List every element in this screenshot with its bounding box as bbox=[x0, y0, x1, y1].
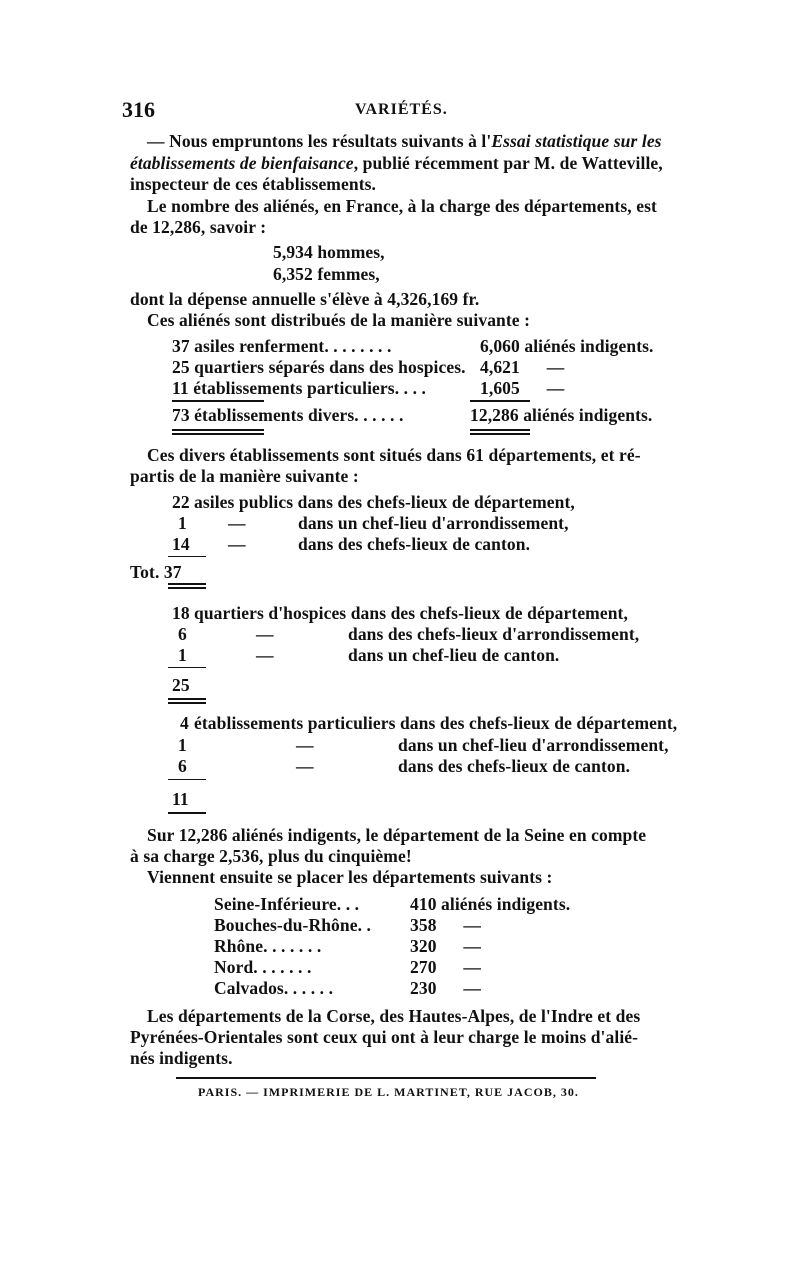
distribution-rule-right-3 bbox=[470, 433, 530, 435]
distribution-total-value: 12,286 aliénés indigents. bbox=[470, 405, 653, 425]
quartiers-text: dans un chef-lieu de canton. bbox=[348, 645, 560, 665]
particuliers-count: 1 bbox=[178, 735, 187, 755]
distribution-row-label: 11 établissements particuliers. . . . bbox=[172, 378, 427, 398]
particuliers-total-rule bbox=[168, 812, 206, 814]
department-value: 270 — bbox=[410, 957, 481, 977]
quartiers-count: 18 bbox=[172, 603, 190, 623]
ditto-dash: — bbox=[296, 756, 314, 776]
intro-line-3: inspecteur de ces établissements. bbox=[130, 174, 377, 194]
women-count: 6,352 femmes, bbox=[273, 264, 380, 284]
intro-line-1 bbox=[147, 131, 662, 151]
ditto-dash: — bbox=[296, 735, 314, 755]
asiles-rule bbox=[168, 556, 206, 557]
men-count: 5,934 hommes, bbox=[273, 242, 385, 262]
distribution-rule-right-2 bbox=[470, 429, 530, 431]
particuliers-count: 4 bbox=[180, 713, 189, 733]
intro-line-2-text: , publié récemment par M. de Watteville, bbox=[353, 153, 663, 173]
particuliers-text: dans un chef-lieu d'arrondissement, bbox=[398, 735, 669, 755]
etablissements-title: établissements de bienfaisance bbox=[130, 153, 354, 173]
quartiers-text: dans des chefs-lieux d'arrondissement, bbox=[348, 624, 640, 644]
particuliers-rule bbox=[168, 779, 206, 780]
department-value: 320 — bbox=[410, 936, 481, 956]
department-name: Rhône. . . . . . . bbox=[214, 936, 322, 956]
closing-line-1: Les départements de la Corse, des Hautes-Alpes, de l'Indre et des bbox=[147, 1006, 641, 1026]
distribution-row-value: 6,060 aliénés indigents. bbox=[480, 336, 654, 356]
quartiers-rule bbox=[168, 667, 206, 668]
para3-line-2: à sa charge 2,536, plus du cinquième! bbox=[130, 846, 412, 866]
department-value: 410 aliénés indigents. bbox=[410, 894, 571, 914]
asiles-count: 14 bbox=[172, 534, 190, 554]
intro-line-5: de 12,286, savoir : bbox=[130, 217, 267, 237]
department-name: Bouches-du-Rhône. . bbox=[214, 915, 371, 935]
distribution-row-value: 1,605 — bbox=[480, 378, 565, 398]
quartiers-total: 25 bbox=[172, 675, 190, 695]
asiles-count: 22 bbox=[172, 492, 190, 512]
distribution-rule-left-2 bbox=[172, 429, 264, 431]
distribution-rule-left bbox=[172, 400, 264, 402]
intro-line-6: dont la dépense annuelle s'élève à 4,326,169 fr. bbox=[130, 289, 480, 309]
particuliers-text: établissements particuliers dans des chefs-lieux de département, bbox=[194, 713, 678, 733]
department-name: Nord. . . . . . . bbox=[214, 957, 312, 977]
asiles-count: 1 bbox=[178, 513, 187, 533]
closing-line-3: nés indigents. bbox=[130, 1048, 233, 1068]
quartiers-total-rule bbox=[168, 698, 206, 700]
distribution-rule-right bbox=[470, 400, 530, 402]
asiles-text: dans un chef-lieu d'arrondissement, bbox=[298, 513, 569, 533]
department-name: Calvados. . . . . . bbox=[214, 978, 334, 998]
ditto-dash: — bbox=[256, 624, 274, 644]
distribution-row-label: 25 quartiers séparés dans des hospices. bbox=[172, 357, 466, 377]
asiles-total: Tot. 37 bbox=[130, 562, 182, 582]
para3-line-1: Sur 12,286 aliénés indigents, le département de la Seine en compte bbox=[147, 825, 647, 845]
quartiers-count: 1 bbox=[178, 645, 187, 665]
para2-line-2: partis de la manière suivante : bbox=[130, 466, 359, 486]
para3-line-3: Viennent ensuite se placer les départements suivants : bbox=[147, 867, 553, 887]
distribution-total-label: 73 établissements divers. . . . . . bbox=[172, 405, 404, 425]
running-title: VARIÉTÉS. bbox=[355, 101, 448, 118]
asiles-total-rule-2 bbox=[168, 587, 206, 589]
essai-title: Essai statistique sur les bbox=[491, 131, 662, 151]
department-value: 358 — bbox=[410, 915, 481, 935]
quartiers-count: 6 bbox=[178, 624, 187, 644]
quartiers-text: quartiers d'hospices dans des chefs-lieux de département, bbox=[194, 603, 628, 623]
footer-imprint: PARIS. — IMPRIMERIE DE L. MARTINET, RUE JACOB, 30. bbox=[198, 1085, 579, 1099]
page-number: 316 bbox=[122, 97, 155, 122]
intro-line-2 bbox=[130, 153, 663, 173]
para2-line-1: Ces divers établissements sont situés dans 61 départements, et ré- bbox=[147, 445, 641, 465]
ditto-dash: — bbox=[256, 645, 274, 665]
closing-line-2: Pyrénées-Orientales sont ceux qui ont à leur charge le moins d'alié- bbox=[130, 1027, 639, 1047]
asiles-text: dans des chefs-lieux de canton. bbox=[298, 534, 531, 554]
quartiers-total-rule-2 bbox=[168, 702, 206, 704]
intro-line-4: Le nombre des aliénés, en France, à la charge des départements, est bbox=[147, 196, 657, 216]
intro-line-7: Ces aliénés sont distribués de la manière suivante : bbox=[147, 310, 531, 330]
asiles-total-rule bbox=[168, 583, 206, 585]
particuliers-text: dans des chefs-lieux de canton. bbox=[398, 756, 631, 776]
asiles-text: asiles publics dans des chefs-lieux de département, bbox=[194, 492, 575, 512]
particuliers-total: 11 bbox=[172, 789, 189, 809]
particuliers-count: 6 bbox=[178, 756, 187, 776]
distribution-rule-left-3 bbox=[172, 433, 264, 435]
department-name: Seine-Inférieure. . . bbox=[214, 894, 360, 914]
ditto-dash: — bbox=[228, 534, 246, 554]
ditto-dash: — bbox=[228, 513, 246, 533]
footer-rule bbox=[176, 1077, 596, 1079]
intro-line-1-text: — Nous empruntons les résultats suivants à l' bbox=[147, 131, 492, 151]
department-value: 230 — bbox=[410, 978, 481, 998]
distribution-row-value: 4,621 — bbox=[480, 357, 565, 377]
distribution-row-label: 37 asiles renferment. . . . . . . . bbox=[172, 336, 392, 356]
